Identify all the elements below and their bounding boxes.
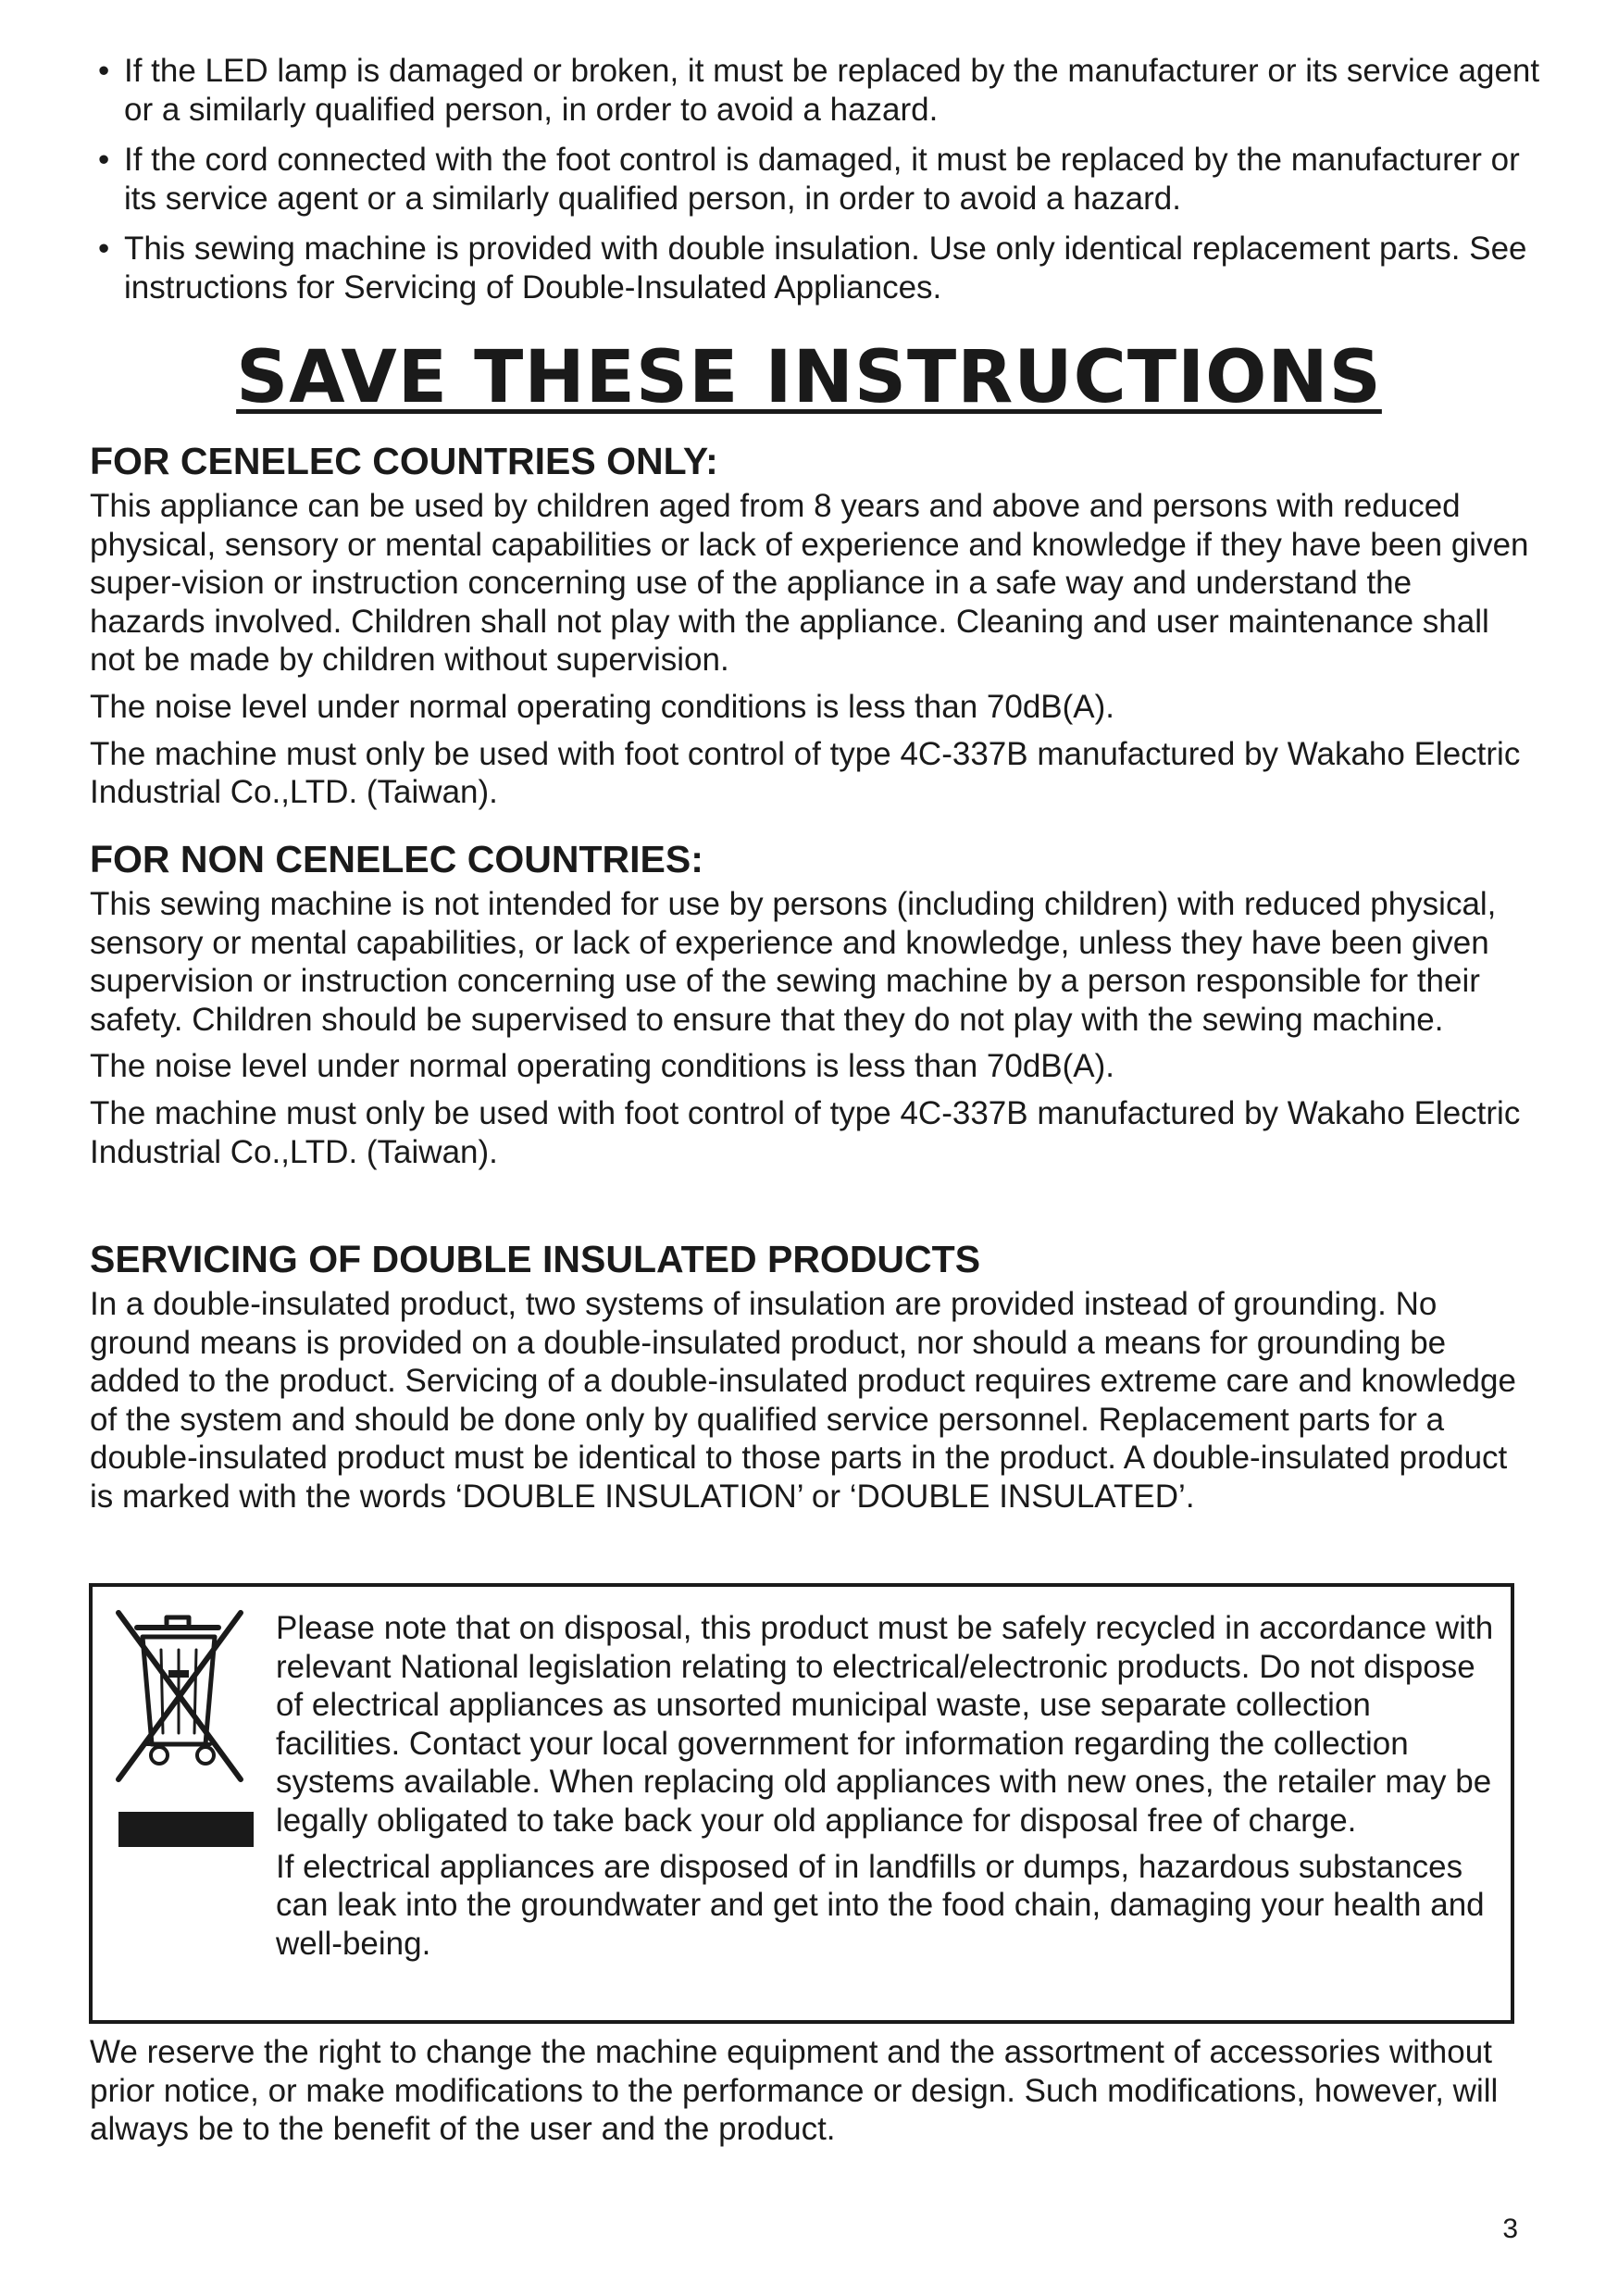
safety-bullet-list <box>98 52 1542 318</box>
bullet-text: This sewing machine is provided with double insulation. Use only identical replacement parts. See instructions for Servicing of Double-Insulated Appliances. <box>124 231 1527 306</box>
modifications-note <box>90 2033 1534 2157</box>
bullet-item-double-insulation <box>98 230 1542 307</box>
save-instructions-title: SAVE THESE INSTRUCTIONS <box>236 336 1382 419</box>
disposal-text <box>276 1609 1502 1970</box>
bullet-item-led-lamp <box>98 52 1542 130</box>
bullet-item-foot-control-cord <box>98 141 1542 218</box>
bullet-text: If the LED lamp is damaged or broken, it must be replaced by the manufacturer or its service agent or a similarly qualified person, in order to avoid a hazard. <box>124 53 1540 128</box>
page-number: 3 <box>1502 2214 1518 2244</box>
non-cenelec-heading: FOR NON CENELEC COUNTRIES: <box>90 838 703 880</box>
bullet-dot: • <box>98 142 110 178</box>
cenelec-heading: FOR CENELEC COUNTRIES ONLY: <box>90 440 718 482</box>
modifications-paragraph: We reserve the right to change the machine equipment and the assortment of accessories without prior notice, or make modifications to the performance or design. Such modifications, however, will always be to the benefit of the user and the product. <box>90 2034 1499 2148</box>
cenelec-section <box>90 437 1534 820</box>
disposal-paragraph-hazard: If electrical appliances are disposed of in landfills or dumps, hazardous substances can leak into the groundwater and get into the food chain, damaging your health and well-being. <box>276 1848 1485 1962</box>
bullet-text: If the cord connected with the foot control is damaged, it must be replaced by the manufacturer or its service agent or a similarly qualified person, in order to avoid a hazard. <box>124 142 1520 217</box>
servicing-section <box>90 1235 1534 1525</box>
disposal-notice-box <box>89 1583 1514 2024</box>
cenelec-paragraph-foot-control: The machine must only be used with foot control of type 4C-337B manufactured by Wakaho Electric Industrial Co.,LTD. (Taiwan). <box>90 735 1521 811</box>
non-cenelec-paragraph-persons: This sewing machine is not intended for use by persons (including children) with reduced physical, sensory or mental capabilities, or lack of experience and knowledge, unless they have been given supervision or instruction concerning use of the sewing machine by a person responsible for their safety. Children should be supervised to ensure that they do not play with the sewing machine. <box>90 886 1497 1038</box>
non-cenelec-section <box>90 835 1534 1179</box>
cenelec-paragraph-noise: The noise level under normal operating conditions is less than 70dB(A). <box>90 688 1115 725</box>
disposal-paragraph-recycling: Please note that on disposal, this product must be safely recycled in accordance with relevant National legislation relating to electrical/electronic products. Do not dispose of electrical appliances as unsorted municipal waste, use separate collection facilities. Contact your local government for information regarding the collection systems available. When replacing old appliances with new ones, the retailer may be legally obligated to take back your old appliance for disposal free of charge. <box>276 1610 1494 1839</box>
non-cenelec-paragraph-foot-control: The machine must only be used with foot control of type 4C-337B manufactured by Wakaho Electric Industrial Co.,LTD. (Taiwan). <box>90 1094 1521 1170</box>
non-cenelec-paragraph-noise: The noise level under normal operating conditions is less than 70dB(A). <box>90 1048 1115 1085</box>
weee-black-bar <box>118 1812 254 1847</box>
bullet-dot: • <box>98 53 110 89</box>
servicing-heading: SERVICING OF DOUBLE INSULATED PRODUCTS <box>90 1238 981 1280</box>
servicing-paragraph: In a double-insulated product, two systems of insulation are provided instead of grounding. No ground means is provided on a double-insulated product, nor should a means for grounding be added to the product. Servicing of a double-insulated product requires extreme care and knowledge of the system and should be done only by qualified service personnel. Replacement parts for a double-insulated product must be identical to those parts in the product. A double-insulated product is marked with the words ‘DOUBLE INSULATION’ or ‘DOUBLE INSULATED’. <box>90 1286 1516 1515</box>
cenelec-paragraph-children: This appliance can be used by children aged from 8 years and above and persons with reduced physical, sensory or mental capabilities or lack of experience and knowledge if they have been given super-vision or instruction concerning use of the appliance in a safe way and understand the hazards involved. Children shall not play with the appliance. Cleaning and user maintenance shall not be made by children without supervision. <box>90 488 1529 679</box>
weee-crossed-bin-icon <box>106 1605 254 1791</box>
bullet-dot: • <box>98 231 110 267</box>
